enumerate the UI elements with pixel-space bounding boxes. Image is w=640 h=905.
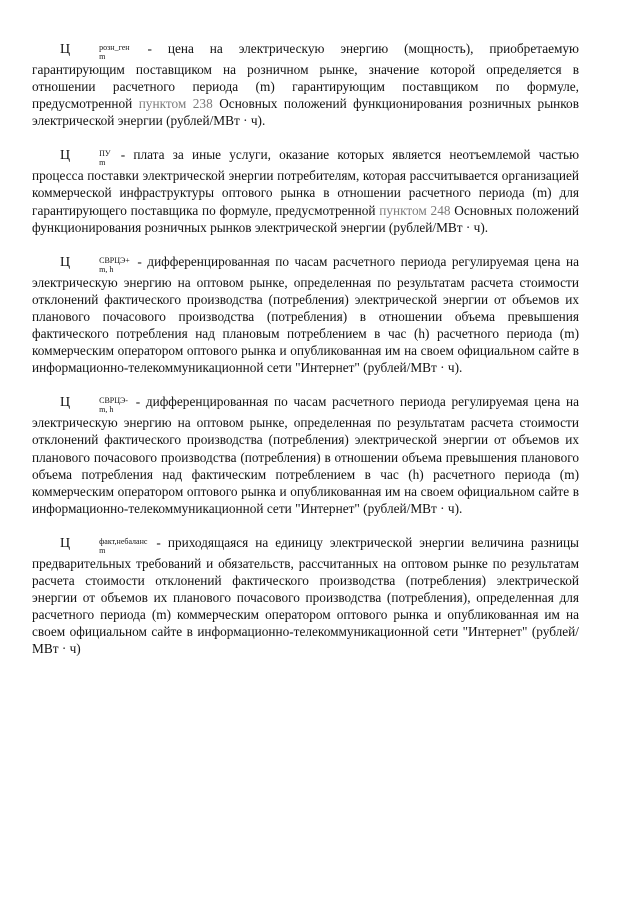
price-symbol: Ц (60, 42, 71, 57)
definition-text: - дифференцированная по часам расчетного периода регулируемая цена на электрическую энергию на оптовом рынке, определенная по результатам расчета стоимости отклонений фактического производства (потребления) электрической энергии от объемов их планового почасового производства (потребления) в отношении объема превышения фактического потребления над плановым потреблением в час (h) расчетного периода (m) коммерческим оператором оптового рынка и опубликованная им на своем официальном сайте в информационно-телекоммуникационной сети "Интернет" (рублей/МВт · ч). (32, 253, 579, 376)
superscript: СВРЦЭ+ (99, 255, 130, 265)
superscript: ПУ (99, 149, 111, 159)
definition-text: - цена на электрическую энергию (мощность), приобретаемую гарантирующим поставщиком на розничном рынке, значение которой определяется в отношении расчетного периода (m) гарантирующим поставщиком по формуле, предусмотренной (32, 41, 579, 112)
symbol-indices (71, 149, 110, 167)
definition-text: - дифференцированная по часам расчетного периода регулируемая цена на электрическую энергию на оптовом рынке, определенная по результатам расчета стоимости отклонений фактического производства (потребления) электрической энергии от объемов их планового почасового производства (потребления) в отношении объема превышения планового объема потребления над фактическим потреблением в час (h) расчетного периода (m) коммерческим оператором оптового рынка и опубликованная им на своем официальном сайте в информационно-телекоммуникационной сети "Интернет" (рублей/МВт · ч). (32, 394, 579, 516)
reference-link[interactable]: пунктом 238 (138, 96, 213, 112)
definition-paragraph (32, 40, 579, 129)
subscript: m (99, 545, 106, 555)
definition-text-end: Основных положений функционирования розничных рынков электрической энергии (рублей/МВт · ч). (32, 96, 579, 129)
definition-paragraph (32, 146, 579, 235)
subscript: m, h (99, 405, 114, 415)
definition-paragraph (32, 534, 579, 658)
price-symbol: Ц (60, 395, 71, 411)
definition-text-end: Основных положений функционирования розничных рынков электрической энергии (рублей/МВт · ч). (32, 202, 579, 235)
symbol-indices (71, 256, 130, 274)
superscript: СВРЦЭ- (99, 396, 128, 406)
superscript: розн_ген (99, 43, 130, 52)
symbol-indices (71, 537, 147, 555)
subscript: m (99, 52, 106, 61)
definition-paragraph (32, 393, 579, 517)
symbol-indices (71, 396, 128, 414)
symbol-indices (71, 43, 129, 61)
subscript: m, h (99, 264, 114, 274)
superscript: факт,небаланс (99, 536, 148, 546)
definition-text: - плата за иные услуги, оказание которых является неотъемлемой частью процесса поставки электрической энергии потребителям, которая рассчитывается организацией коммерческой инфраструктуры оптового рынка в отношении расчетного периода (m) для гарантирующего поставщика по формуле, предусмотренной (32, 147, 579, 218)
price-symbol: Ц (60, 148, 71, 164)
subscript: m (99, 158, 106, 168)
price-symbol: Ц (60, 254, 71, 270)
price-symbol: Ц (60, 535, 71, 551)
reference-link[interactable]: пунктом 248 (379, 202, 451, 218)
document-page (32, 40, 579, 674)
definition-text: - приходящаяся на единицу электрической энергии величина разницы предварительных требований и обязательств, рассчитанных на оптовом рынке по результатам расчета стоимости отклонений фактического производства (потребления) электрической энергии от объемов их планового почасового производства (потребления), определенная для расчетного периода (m) коммерческим оператором оптового рынка и опубликованная им на своем официальном сайте в информационно-телекоммуникационной сети "Интернет" (рублей/МВт · ч) (32, 534, 579, 657)
definition-paragraph (32, 253, 579, 377)
